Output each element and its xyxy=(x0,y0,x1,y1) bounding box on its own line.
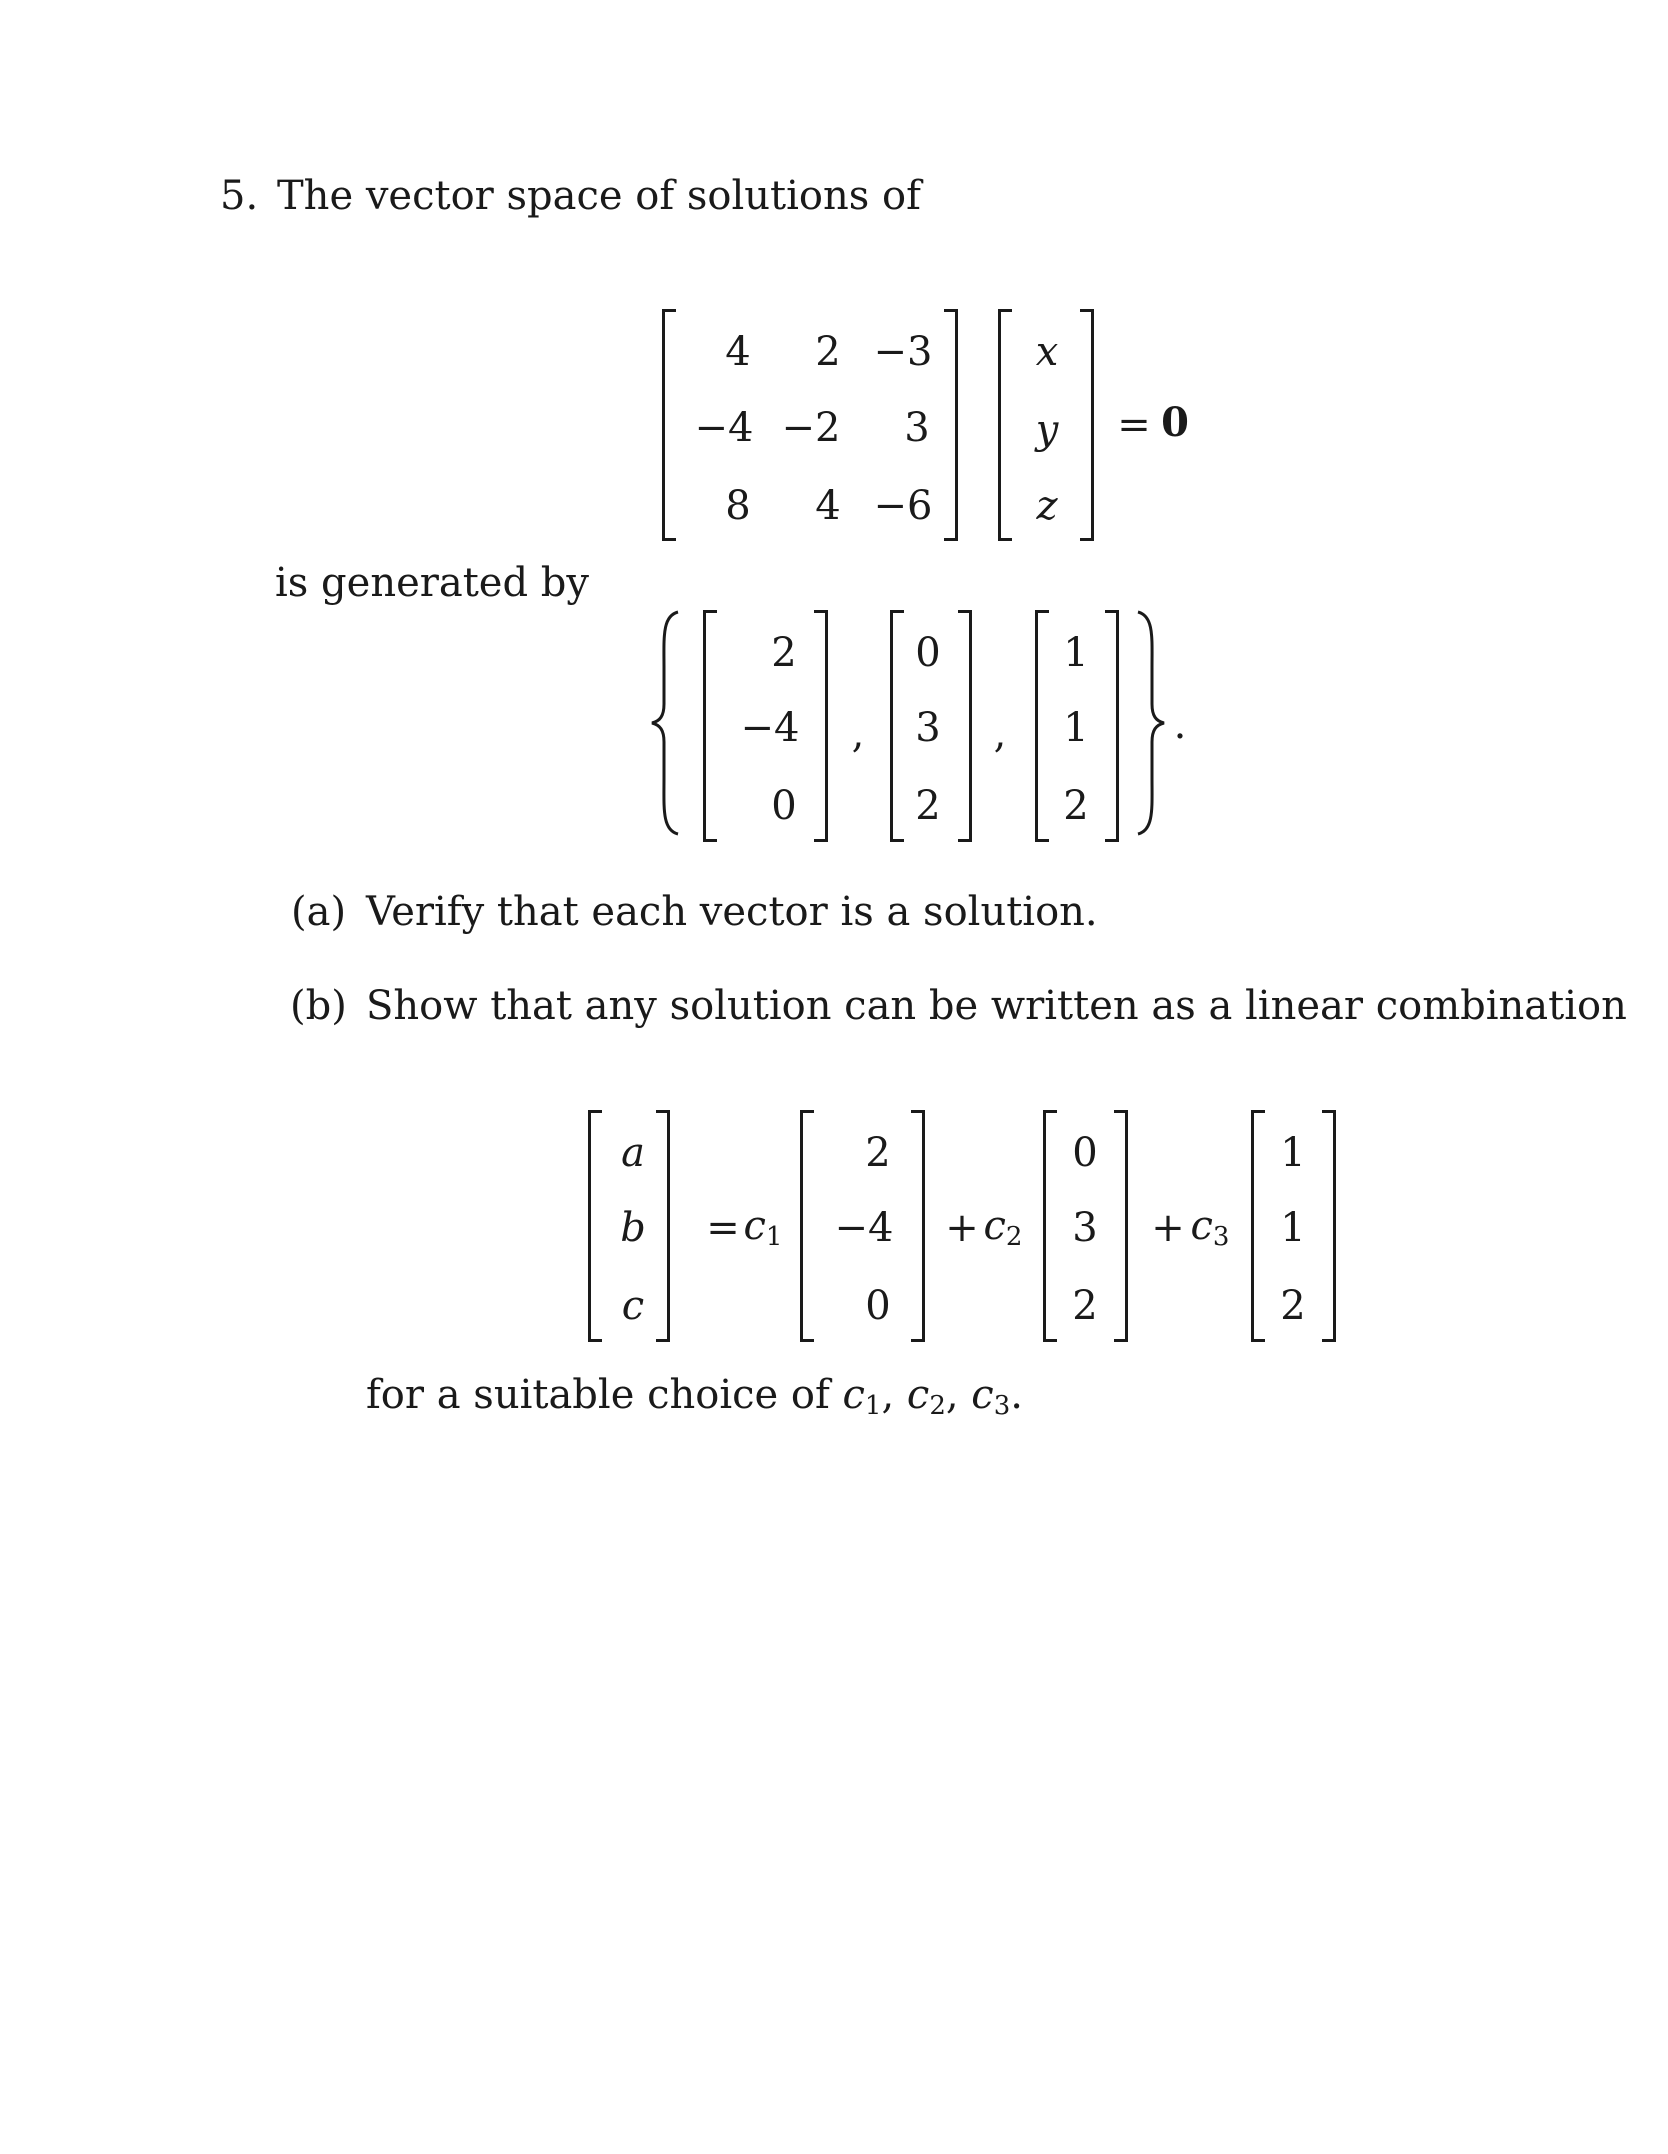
combo-vector-3-entry: 1 xyxy=(1280,1205,1306,1251)
part-b-label: (b) xyxy=(290,983,347,1029)
combo-vector-2-entry: 0 xyxy=(1072,1130,1098,1176)
lhs-left-bracket xyxy=(588,1110,602,1342)
gen-vector-2-entry: 0 xyxy=(915,630,941,676)
matrix-entry: 8 xyxy=(725,483,751,529)
combo-vector-2-entry: 2 xyxy=(1072,1283,1098,1329)
gen-vector-2-entry: 2 xyxy=(915,783,941,829)
closing-separator: , xyxy=(881,1372,907,1418)
coefficient-c1 xyxy=(743,1203,783,1252)
closing-text: for a suitable choice of xyxy=(366,1372,843,1418)
combo-plus: + xyxy=(1151,1205,1185,1251)
combo-vector-1-entry: 2 xyxy=(865,1130,891,1176)
gen-vector-3-left-bracket xyxy=(1035,610,1049,842)
matrix-entry: 2 xyxy=(815,329,841,375)
closing-period: . xyxy=(1010,1372,1023,1418)
matrix-left-bracket xyxy=(662,309,676,541)
gen-vector-2-entry: 3 xyxy=(915,705,941,751)
separator-comma: , xyxy=(993,711,1007,757)
problem-number: 5. xyxy=(220,173,259,219)
closing-coefficient-letter: c xyxy=(971,1372,994,1418)
coefficient-c2 xyxy=(983,1203,1023,1252)
gen-vector-1-right-bracket xyxy=(814,610,828,842)
combo-vector-1-entry: 0 xyxy=(865,1283,891,1329)
generated-by-text: is generated by xyxy=(275,560,589,606)
matrix-entry: 3 xyxy=(904,405,930,451)
equals-sign: = xyxy=(1117,402,1151,448)
matrix-entry: −2 xyxy=(781,405,841,451)
closing-line xyxy=(366,1372,1023,1421)
matrix-entry: −4 xyxy=(694,405,754,451)
combo-vector-3-entry: 1 xyxy=(1280,1130,1306,1176)
combo-vector-3-right-bracket xyxy=(1322,1110,1336,1342)
closing-coefficient-letter: c xyxy=(842,1372,865,1418)
part-a-text: Verify that each vector is a solution. xyxy=(366,889,1098,935)
combo-vector-3-entry: 2 xyxy=(1280,1283,1306,1329)
matrix-entry: 4 xyxy=(725,329,751,375)
gen-vector-1-entry: −4 xyxy=(740,705,800,751)
variable-right-bracket xyxy=(1080,309,1094,541)
combo-vector-1-left-bracket xyxy=(800,1110,814,1342)
gen-vector-1-entry: 2 xyxy=(771,630,797,676)
coefficient-c3 xyxy=(1190,1203,1230,1252)
variable-z: z xyxy=(1036,483,1058,529)
combo-vector-2-left-bracket xyxy=(1043,1110,1057,1342)
zero-vector: 0 xyxy=(1161,399,1189,446)
gen-vector-3-entry: 2 xyxy=(1063,783,1089,829)
gen-vector-2-left-bracket xyxy=(890,610,904,842)
coefficient-subscript: 3 xyxy=(1212,1222,1230,1252)
left-brace xyxy=(648,608,684,838)
problem-intro: The vector space of solutions of xyxy=(277,173,921,219)
lhs-right-bracket xyxy=(656,1110,670,1342)
gen-vector-3-right-bracket xyxy=(1105,610,1119,842)
coefficient-letter: c xyxy=(1190,1203,1213,1249)
lhs-entry-c: c xyxy=(621,1283,645,1329)
lhs-entry-a: a xyxy=(621,1130,645,1176)
combo-vector-1-entry: −4 xyxy=(834,1205,894,1251)
set-period: . xyxy=(1173,702,1187,748)
gen-vector-3-entry: 1 xyxy=(1063,705,1089,751)
separator-comma: , xyxy=(851,711,865,757)
part-a-label: (a) xyxy=(291,889,347,935)
gen-vector-2-right-bracket xyxy=(958,610,972,842)
combo-vector-2-right-bracket xyxy=(1114,1110,1128,1342)
variable-y: y xyxy=(1035,407,1059,453)
variable-x: x xyxy=(1035,329,1059,375)
combo-vector-3-left-bracket xyxy=(1251,1110,1265,1342)
gen-vector-3-entry: 1 xyxy=(1063,630,1089,676)
gen-vector-1-left-bracket xyxy=(703,610,717,842)
variable-left-bracket xyxy=(998,309,1012,541)
coefficient-letter: c xyxy=(983,1203,1006,1249)
matrix-entry: −6 xyxy=(873,483,933,529)
right-brace xyxy=(1132,608,1168,838)
combo-vector-2-entry: 3 xyxy=(1072,1205,1098,1251)
combo-equals: = xyxy=(706,1205,740,1251)
coefficient-subscript: 2 xyxy=(1005,1222,1023,1252)
closing-coefficient-letter: c xyxy=(906,1372,930,1418)
closing-coefficient-subscript: 1 xyxy=(864,1391,882,1421)
closing-separator: , xyxy=(945,1372,972,1418)
gen-vector-1-entry: 0 xyxy=(771,783,797,829)
coefficient-letter: c xyxy=(743,1203,766,1249)
matrix-right-bracket xyxy=(944,309,958,541)
combo-vector-1-right-bracket xyxy=(911,1110,925,1342)
lhs-entry-b: b xyxy=(620,1205,646,1251)
closing-coefficient-subscript: 2 xyxy=(929,1391,946,1421)
matrix-entry: −3 xyxy=(873,329,933,375)
closing-coefficient-subscript: 3 xyxy=(993,1391,1011,1421)
part-b-text: Show that any solution can be written as a linear combination xyxy=(366,983,1627,1029)
matrix-entry: 4 xyxy=(815,483,841,529)
coefficient-subscript: 1 xyxy=(765,1222,783,1252)
combo-plus: + xyxy=(945,1205,979,1251)
